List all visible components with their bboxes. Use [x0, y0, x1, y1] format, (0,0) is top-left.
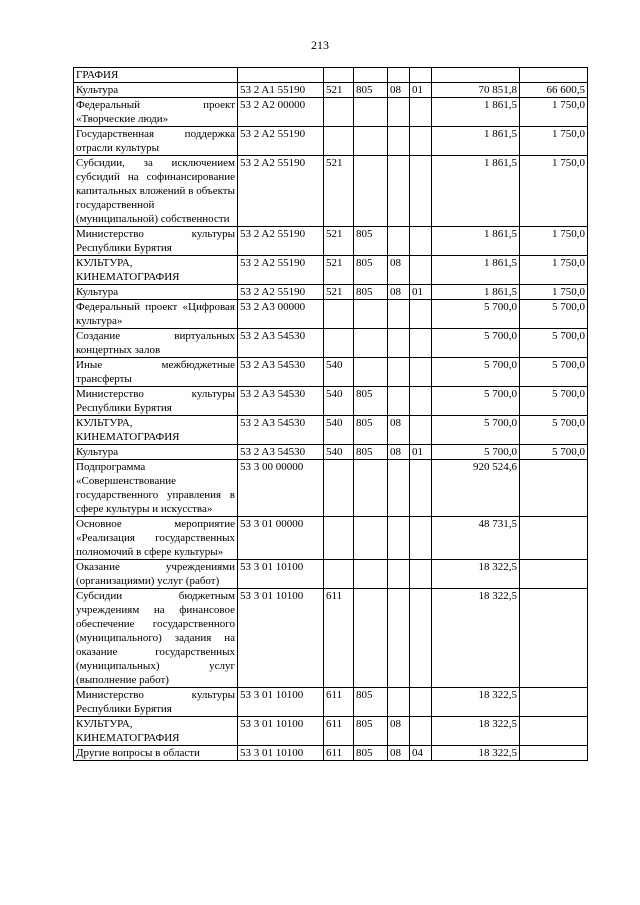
- subsection-cell: [410, 256, 432, 285]
- target-article-cell: 53 2 A3 54530: [238, 358, 324, 387]
- section-cell: [388, 156, 410, 227]
- expense-type-cell: 521: [324, 227, 354, 256]
- row-name-cell: Министерство культуры Республики Бурятия: [74, 227, 238, 256]
- expense-type-cell: [324, 68, 354, 83]
- table-row: [74, 285, 588, 300]
- subsection-cell: [410, 517, 432, 560]
- row-name-cell: Государственная поддержка отрасли культуры: [74, 127, 238, 156]
- amount-year2-cell: [520, 688, 588, 717]
- ministry-code-cell: 805: [354, 387, 388, 416]
- subsection-cell: [410, 416, 432, 445]
- amount-year1-cell: 5 700,0: [432, 329, 520, 358]
- expense-type-cell: [324, 560, 354, 589]
- expense-type-cell: 540: [324, 387, 354, 416]
- amount-year1-cell: 1 861,5: [432, 98, 520, 127]
- table-row: [74, 717, 588, 746]
- amount-year1-cell: 18 322,5: [432, 560, 520, 589]
- ministry-code-cell: 805: [354, 445, 388, 460]
- subsection-cell: [410, 329, 432, 358]
- table-row: [74, 589, 588, 688]
- ministry-code-cell: [354, 300, 388, 329]
- amount-year1-cell: 18 322,5: [432, 688, 520, 717]
- amount-year1-cell: 18 322,5: [432, 589, 520, 688]
- expense-type-cell: 540: [324, 445, 354, 460]
- section-cell: 08: [388, 256, 410, 285]
- amount-year1-cell: 1 861,5: [432, 227, 520, 256]
- ministry-code-cell: [354, 68, 388, 83]
- ministry-code-cell: 805: [354, 285, 388, 300]
- section-cell: [388, 560, 410, 589]
- amount-year2-cell: [520, 68, 588, 83]
- target-article-cell: 53 2 A2 00000: [238, 98, 324, 127]
- subsection-cell: [410, 460, 432, 517]
- row-name-cell: Культура: [74, 285, 238, 300]
- target-article-cell: 53 3 01 00000: [238, 517, 324, 560]
- row-name-cell: ГРАФИЯ: [74, 68, 238, 83]
- target-article-cell: 53 3 01 10100: [238, 589, 324, 688]
- expense-type-cell: 521: [324, 83, 354, 98]
- section-cell: [388, 358, 410, 387]
- section-cell: 08: [388, 445, 410, 460]
- expense-type-cell: [324, 127, 354, 156]
- table-row: [74, 746, 588, 761]
- amount-year1-cell: 1 861,5: [432, 156, 520, 227]
- target-article-cell: 53 2 A3 54530: [238, 329, 324, 358]
- ministry-code-cell: 805: [354, 746, 388, 761]
- amount-year1-cell: 5 700,0: [432, 358, 520, 387]
- subsection-cell: [410, 717, 432, 746]
- section-cell: [388, 460, 410, 517]
- amount-year2-cell: 5 700,0: [520, 416, 588, 445]
- subsection-cell: [410, 127, 432, 156]
- section-cell: 08: [388, 746, 410, 761]
- target-article-cell: 53 2 A3 54530: [238, 416, 324, 445]
- section-cell: 08: [388, 285, 410, 300]
- ministry-code-cell: [354, 329, 388, 358]
- subsection-cell: 04: [410, 746, 432, 761]
- amount-year1-cell: 5 700,0: [432, 387, 520, 416]
- expense-type-cell: 521: [324, 256, 354, 285]
- expense-type-cell: 521: [324, 285, 354, 300]
- amount-year2-cell: [520, 589, 588, 688]
- ministry-code-cell: [354, 589, 388, 688]
- table-row: [74, 300, 588, 329]
- ministry-code-cell: 805: [354, 717, 388, 746]
- target-article-cell: 53 3 01 10100: [238, 688, 324, 717]
- section-cell: 08: [388, 717, 410, 746]
- target-article-cell: 53 2 A2 55190: [238, 256, 324, 285]
- table-row: [74, 256, 588, 285]
- subsection-cell: [410, 68, 432, 83]
- expense-type-cell: [324, 98, 354, 127]
- subsection-cell: [410, 358, 432, 387]
- row-name-cell: Подпрограмма «Совершенствование государственного управления в сфере культуры и искусства»: [74, 460, 238, 517]
- amount-year2-cell: 1 750,0: [520, 227, 588, 256]
- section-cell: [388, 688, 410, 717]
- table-row: [74, 416, 588, 445]
- subsection-cell: [410, 589, 432, 688]
- amount-year1-cell: 18 322,5: [432, 717, 520, 746]
- amount-year2-cell: 1 750,0: [520, 256, 588, 285]
- expense-type-cell: 611: [324, 688, 354, 717]
- row-name-cell: КУЛЬТУРА, КИНЕМАТОГРАФИЯ: [74, 256, 238, 285]
- section-cell: [388, 589, 410, 688]
- amount-year2-cell: 5 700,0: [520, 358, 588, 387]
- page-number: 213: [311, 38, 329, 52]
- row-name-cell: КУЛЬТУРА, КИНЕМАТОГРАФИЯ: [74, 416, 238, 445]
- amount-year1-cell: 1 861,5: [432, 285, 520, 300]
- target-article-cell: 53 2 A3 00000: [238, 300, 324, 329]
- section-cell: [388, 127, 410, 156]
- target-article-cell: 53 2 A2 55190: [238, 127, 324, 156]
- amount-year2-cell: [520, 746, 588, 761]
- amount-year1-cell: 920 524,6: [432, 460, 520, 517]
- subsection-cell: [410, 560, 432, 589]
- section-cell: [388, 300, 410, 329]
- amount-year1-cell: 5 700,0: [432, 445, 520, 460]
- table-row: [74, 387, 588, 416]
- row-name-cell: Министерство культуры Республики Бурятия: [74, 387, 238, 416]
- target-article-cell: 53 2 A2 55190: [238, 156, 324, 227]
- expense-type-cell: [324, 329, 354, 358]
- amount-year2-cell: 5 700,0: [520, 445, 588, 460]
- expense-type-cell: 521: [324, 156, 354, 227]
- ministry-code-cell: [354, 517, 388, 560]
- section-cell: [388, 517, 410, 560]
- table-row: [74, 127, 588, 156]
- budget-table: [73, 67, 588, 761]
- ministry-code-cell: [354, 560, 388, 589]
- section-cell: [388, 68, 410, 83]
- ministry-code-cell: [354, 358, 388, 387]
- target-article-cell: 53 3 01 10100: [238, 717, 324, 746]
- row-name-cell: Федеральный проект «Цифровая культура»: [74, 300, 238, 329]
- row-name-cell: Основное мероприятие «Реализация государственных полномочий в сфере культуры»: [74, 517, 238, 560]
- table-row: [74, 688, 588, 717]
- amount-year1-cell: 5 700,0: [432, 300, 520, 329]
- table-row: [74, 329, 588, 358]
- amount-year2-cell: [520, 560, 588, 589]
- ministry-code-cell: 805: [354, 688, 388, 717]
- subsection-cell: [410, 98, 432, 127]
- amount-year1-cell: 48 731,5: [432, 517, 520, 560]
- target-article-cell: 53 3 00 00000: [238, 460, 324, 517]
- amount-year1-cell: 1 861,5: [432, 256, 520, 285]
- expense-type-cell: [324, 517, 354, 560]
- amount-year2-cell: 1 750,0: [520, 156, 588, 227]
- row-name-cell: Министерство культуры Республики Бурятия: [74, 688, 238, 717]
- ministry-code-cell: 805: [354, 256, 388, 285]
- section-cell: 08: [388, 416, 410, 445]
- target-article-cell: 53 2 A2 55190: [238, 285, 324, 300]
- amount-year1-cell: 5 700,0: [432, 416, 520, 445]
- section-cell: [388, 329, 410, 358]
- expense-type-cell: 540: [324, 416, 354, 445]
- ministry-code-cell: 805: [354, 416, 388, 445]
- target-article-cell: 53 2 A2 55190: [238, 227, 324, 256]
- subsection-cell: 01: [410, 285, 432, 300]
- table-row: [74, 83, 588, 98]
- amount-year1-cell: 1 861,5: [432, 127, 520, 156]
- row-name-cell: Культура: [74, 83, 238, 98]
- row-name-cell: Федеральный проект «Творческие люди»: [74, 98, 238, 127]
- row-name-cell: Другие вопросы в области: [74, 746, 238, 761]
- amount-year1-cell: 18 322,5: [432, 746, 520, 761]
- target-article-cell: 53 2 A3 54530: [238, 387, 324, 416]
- amount-year2-cell: 5 700,0: [520, 300, 588, 329]
- section-cell: [388, 227, 410, 256]
- table-row: [74, 358, 588, 387]
- target-article-cell: 53 2 A3 54530: [238, 445, 324, 460]
- row-name-cell: Создание виртуальных концертных залов: [74, 329, 238, 358]
- expense-type-cell: [324, 300, 354, 329]
- subsection-cell: 01: [410, 445, 432, 460]
- row-name-cell: Оказание учреждениями (организациями) услуг (работ): [74, 560, 238, 589]
- subsection-cell: [410, 688, 432, 717]
- amount-year2-cell: 5 700,0: [520, 329, 588, 358]
- ministry-code-cell: 805: [354, 83, 388, 98]
- amount-year1-cell: [432, 68, 520, 83]
- row-name-cell: Иные межбюджетные трансферты: [74, 358, 238, 387]
- ministry-code-cell: [354, 98, 388, 127]
- subsection-cell: [410, 387, 432, 416]
- amount-year2-cell: 5 700,0: [520, 387, 588, 416]
- expense-type-cell: 611: [324, 589, 354, 688]
- table-row: [74, 560, 588, 589]
- table-row: [74, 68, 588, 83]
- subsection-cell: 01: [410, 83, 432, 98]
- amount-year2-cell: 1 750,0: [520, 127, 588, 156]
- row-name-cell: Субсидии бюджетным учреждениям на финансовое обеспечение государственного (муниципального) задания на оказание государственных (муниципальных) услуг (выполнение работ): [74, 589, 238, 688]
- amount-year2-cell: [520, 460, 588, 517]
- section-cell: [388, 387, 410, 416]
- table-row: [74, 98, 588, 127]
- amount-year2-cell: [520, 517, 588, 560]
- amount-year2-cell: 1 750,0: [520, 285, 588, 300]
- expense-type-cell: 611: [324, 746, 354, 761]
- subsection-cell: [410, 156, 432, 227]
- ministry-code-cell: [354, 156, 388, 227]
- row-name-cell: Культура: [74, 445, 238, 460]
- table-row: [74, 156, 588, 227]
- ministry-code-cell: [354, 127, 388, 156]
- target-article-cell: 53 3 01 10100: [238, 560, 324, 589]
- expense-type-cell: 611: [324, 717, 354, 746]
- subsection-cell: [410, 300, 432, 329]
- target-article-cell: [238, 68, 324, 83]
- target-article-cell: 53 3 01 10100: [238, 746, 324, 761]
- amount-year2-cell: [520, 717, 588, 746]
- table-row: [74, 227, 588, 256]
- amount-year2-cell: 1 750,0: [520, 98, 588, 127]
- expense-type-cell: 540: [324, 358, 354, 387]
- table-row: [74, 445, 588, 460]
- section-cell: 08: [388, 83, 410, 98]
- row-name-cell: КУЛЬТУРА, КИНЕМАТОГРАФИЯ: [74, 717, 238, 746]
- subsection-cell: [410, 227, 432, 256]
- amount-year1-cell: 70 851,8: [432, 83, 520, 98]
- target-article-cell: 53 2 A1 55190: [238, 83, 324, 98]
- table-row: [74, 460, 588, 517]
- ministry-code-cell: [354, 460, 388, 517]
- row-name-cell: Субсидии, за исключением субсидий на софинансирование капитальных вложений в объекты государственной (муниципальной) собственности: [74, 156, 238, 227]
- table-row: [74, 517, 588, 560]
- ministry-code-cell: 805: [354, 227, 388, 256]
- section-cell: [388, 98, 410, 127]
- expense-type-cell: [324, 460, 354, 517]
- amount-year2-cell: 66 600,5: [520, 83, 588, 98]
